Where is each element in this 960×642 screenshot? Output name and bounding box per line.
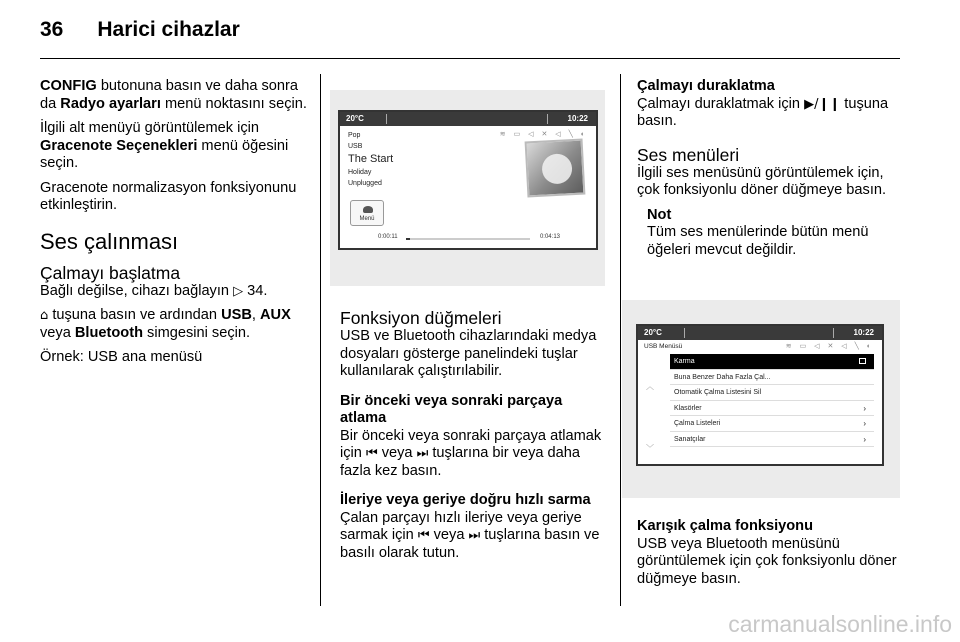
track-info-list — [348, 130, 393, 189]
page-header — [40, 18, 240, 42]
text: İlgili alt menüyü görüntülemek için — [40, 120, 260, 136]
checkbox-icon — [859, 358, 866, 364]
column-divider — [320, 74, 321, 606]
separator — [833, 328, 834, 338]
topic-heading: Çalmayı duraklatma — [637, 78, 775, 94]
bold-term: USB — [221, 307, 252, 323]
column-3-lower — [637, 518, 905, 595]
paragraph: USB veya Bluetooth menüsünü görüntülemek için çok fonksiyonlu döner düğmeye basın. — [637, 535, 897, 587]
menu-item-label: Buna Benzer Daha Fazla Çal... — [674, 373, 771, 381]
note-title: Not — [647, 206, 672, 223]
text: tuşuna basın ve ardından — [48, 307, 222, 323]
home-icon: ⌂ — [40, 308, 49, 323]
page-reference-icon: ▷ — [233, 283, 244, 299]
subsection-heading: Ses menüleri — [637, 144, 740, 165]
temperature: 20°C — [644, 328, 662, 337]
list-item: Unplugged — [348, 180, 382, 187]
paragraph — [40, 120, 310, 173]
text: simgesini seçin. — [142, 324, 251, 341]
text: tuşlarına basın ve basılı olarak tutun. — [340, 527, 600, 561]
paragraph — [40, 78, 310, 113]
chevron-right-icon: › — [863, 403, 866, 413]
menu-item-label: Sanatçılar — [674, 435, 706, 443]
scroll-up-icon[interactable]: ︿ — [646, 382, 654, 391]
display-screen — [636, 324, 884, 466]
subsection-heading: Fonksiyon düğmeleri — [340, 308, 502, 328]
next-track-icon: ⏭ — [416, 446, 429, 461]
paragraph: İlgili ses menüsünü görüntülemek için, çok fonksiyonlu döner düğmeye basın. — [637, 164, 887, 198]
paragraph — [637, 96, 905, 131]
text: menü noktasını seçin. — [160, 95, 307, 112]
temperature: 20°C — [346, 114, 364, 123]
text: veya — [40, 324, 75, 341]
scroll-down-icon[interactable]: ﹀ — [646, 444, 654, 453]
menu-item-label: Otomatik Çalma Listesini Sil — [674, 389, 762, 396]
text: , — [251, 307, 261, 323]
subsection-heading: Çalmayı başlatma — [40, 262, 181, 283]
menu-button[interactable]: Menü — [350, 200, 384, 226]
menu-item-shuffle[interactable] — [670, 354, 874, 370]
previous-track-icon: ⏮ — [365, 446, 378, 461]
separator — [386, 114, 387, 124]
play-pause-icon: ▶/❙❙ — [804, 96, 841, 112]
display-screen — [338, 110, 598, 250]
menu-item[interactable] — [670, 370, 874, 386]
clock: 10:22 — [567, 114, 588, 123]
menu-item-label: Klasörler — [674, 404, 702, 412]
list-item: Pop — [348, 132, 361, 139]
list-item: Holiday — [348, 169, 372, 176]
status-bar — [340, 112, 596, 126]
section-heading: Ses çalınması — [40, 228, 179, 254]
paragraph — [340, 510, 608, 563]
separator — [684, 328, 685, 338]
text: butonuna basın ve daha sonra da — [40, 78, 298, 112]
paragraph — [340, 428, 608, 481]
paragraph: Gracenote normalizasyon fonksiyonunu etkinleştirin. — [40, 179, 297, 213]
previous-track-icon: ⏮ — [417, 528, 430, 543]
scroll-arrows — [646, 356, 654, 480]
menu-title: USB Menüsü — [644, 343, 683, 350]
column-divider — [620, 74, 621, 606]
column-3 — [637, 78, 905, 259]
chevron-right-icon: › — [863, 434, 866, 444]
paragraph: Örnek: USB ana menüsü — [40, 349, 203, 365]
header-rule — [40, 58, 900, 59]
text: Bir önceki veya sonraki parçaya atlamak için — [340, 427, 602, 461]
note-box — [637, 207, 905, 260]
bold-term: Radyo ayarları — [60, 95, 161, 112]
page-number: 36 — [40, 18, 64, 41]
chevron-right-icon: › — [863, 419, 866, 428]
topic-heading: Bir önceki veya sonraki parçaya atlama — [340, 392, 563, 426]
next-track-icon: ⏭ — [468, 528, 481, 543]
page-reference: 34. — [247, 282, 268, 299]
progress-fill — [406, 238, 410, 240]
text: Çalmayı duraklatmak için — [637, 95, 805, 112]
paragraph — [40, 307, 310, 342]
usb-menu-list — [670, 354, 874, 447]
topic-heading: İleriye veya geriye doğru hızlı sarma — [340, 492, 591, 508]
column-2 — [340, 308, 608, 569]
bold-term: Gracenote Seçenekleri — [40, 137, 198, 154]
elapsed-time: 0:00:11 — [378, 234, 398, 240]
album-art-figure — [541, 153, 573, 185]
clock: 10:22 — [853, 328, 874, 337]
menu-item[interactable] — [670, 432, 874, 448]
text: veya — [429, 527, 469, 543]
bold-term: CONFIG — [40, 78, 97, 94]
menu-item-label: Karma — [674, 358, 695, 365]
note-text: Tüm ses menülerinde bütün menü öğeleri mevcut değildir. — [647, 224, 869, 258]
text: menü öğesini seçin. — [40, 137, 289, 171]
paragraph: USB ve Bluetooth cihazlarındaki medya dosyaları gösterge panelindeki tuşlar kullanılarak çalıştırılabilir. — [340, 328, 597, 379]
track-title: The Start — [348, 153, 394, 165]
text: Bağlı değilse, cihazı bağlayın — [40, 282, 234, 299]
progress-area — [348, 232, 588, 244]
topic-heading: Karışık çalma fonksiyonu — [637, 518, 814, 534]
status-bar — [638, 326, 882, 340]
album-art-image — [525, 139, 586, 198]
total-time: 0:04:13 — [539, 234, 560, 240]
menu-item[interactable] — [670, 401, 874, 417]
menu-item[interactable] — [670, 385, 874, 401]
page-title: Harici cihazlar — [97, 18, 240, 41]
progress-bar[interactable] — [406, 238, 530, 240]
text: tuşuna basın. — [637, 95, 889, 129]
separator — [547, 114, 548, 124]
text: tuşlarına bir veya daha fazla kez basın. — [340, 445, 580, 479]
text: Çalan parçayı hızlı ileriye veya geriye sarmak için — [340, 509, 582, 543]
status-icons: ≋ ▭ ◁ ✕ ◁ ╲ ◐ — [499, 131, 588, 138]
watermark: carmanualsonline.info — [728, 611, 952, 637]
usb-menu-screenshot — [622, 300, 900, 498]
list-item: USB — [348, 143, 363, 150]
status-icons: ≋ ▭ ◁ ✕ ◁ ╲ ◐ — [785, 343, 874, 350]
text: veya — [377, 445, 417, 461]
menu-item[interactable] — [670, 416, 874, 432]
column-1 — [40, 78, 310, 374]
usb-main-menu-screenshot — [330, 90, 605, 286]
bold-term: AUX — [260, 307, 291, 323]
bold-term: Bluetooth — [74, 324, 143, 341]
paragraph — [40, 283, 310, 301]
menu-item-label: Çalma Listeleri — [674, 420, 721, 427]
